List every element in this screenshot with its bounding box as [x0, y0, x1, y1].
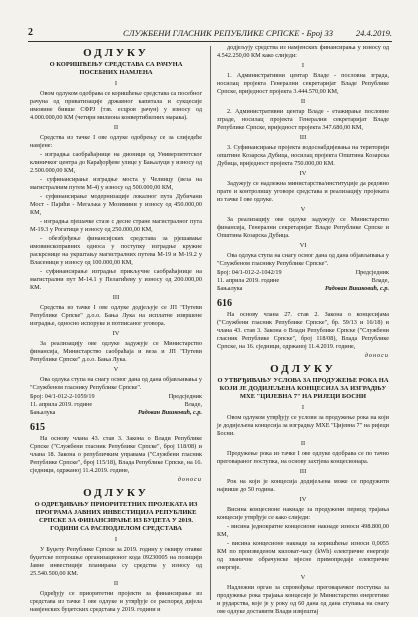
decision-title: ОДЛУКУ	[270, 363, 336, 375]
paragraph: додјељују средства из намјенских финансирања у износу од 4.542.250,00 КМ како слиједи:	[217, 44, 389, 59]
signature-city: Бањалука	[217, 285, 243, 292]
paragraph: Одређују се приоритетни пројекти за финансирање из средстава из тачке I ове одлуке и утврђује се распоред дијела намјенских буџетских средстава у 2019. години и	[30, 590, 202, 613]
signature-date: 11. априла 2019. године	[30, 401, 93, 408]
list-item: 1. Административни центар Владе - пословна зграда, носилац пројекта Генерални секретаријат Владе Републике Српске, вриједност пројекта 3.444.570,00 КМ,	[217, 72, 389, 95]
signature-city: Бањалука	[30, 409, 56, 416]
decision-subtitle: О ОДРЕЂИВАЊУ ПРИОРИТЕТНИХ ПРОЈЕКАТА ИЗ ПРОГРАМА ЈАВНИХ ИНВЕСТИЦИЈА РЕПУБЛИКЕ СРПСКЕ ЗА ФИНАНСИРАЊЕ ИЗ БУЏЕТА У 2019. ГОДИНИ СА РАСПОДЈЕЛОМ СРЕДСТАВА	[34, 501, 198, 532]
paragraph: Ова одлука ступа на снагу осмог дана од дана објављивања у "Службеном гласнику Републике Српске".	[30, 376, 202, 391]
signature-block	[217, 269, 389, 293]
signatory-name: Радован Вишковић, с.р.	[138, 409, 202, 416]
section-number: IV	[299, 496, 307, 503]
list-item: - изградња пјешачке стазе с десне стране магистралног пута М-19.3 у Рогатици у износу од 250.000,00 КМ,	[30, 218, 202, 233]
list-item: 2. Административни центар Владе - етажирање пословне зграде, носилац пројекта Генерални секретаријат Владе Републике Српске, вриједност пројекта 347.680,00 КМ,	[217, 108, 389, 131]
decision-title: ОДЛУКУ	[83, 47, 149, 59]
decision-title: ОДЛУКУ	[83, 487, 149, 499]
list-item: - висина концесионе накнаде за коришћење износи 0,0055 КМ по произведеном киловат-часу (kWh) електричне енергије од званичне обрачунске мјесне примопредаје електричне енергије.	[217, 540, 389, 571]
paragraph: Средства из тачке I ове одлуке додјељује се ЈП "Путеви Републике Српске" д.о.о. Бања Лука на исплатне извршене изградње, односно испоруке и потписаног уговора.	[30, 304, 202, 327]
paragraph: На основу члана 43. став 3. Закона о Влади Републике Српске ("Службени гласник Републике Српске", број 118/08) и члана 18. Закона о републичким управама ("Службени гласник Републике Српске", број 115/18), Влада Републике Српске, на 16. сједници, одржаној 11.4.2019. године,	[30, 435, 202, 474]
section-number: II	[113, 124, 119, 131]
paragraph: Овом одлуком утврђују се услови за продужење рока на који је додијељена концесија за изградњу МХЕ "Цијевна 7" на ријеци Босни.	[217, 414, 389, 437]
list-item: - суфинансирање модернизације локалног пута Дубичани Мост - Пајићи - Мегаљка у Мозимини у износу од 450.000,00 КМ,	[30, 193, 202, 216]
paragraph: Висина концесионе накнаде за продужени период трајања концесије утврђује се како слиједи:	[217, 506, 389, 521]
section-number: I	[301, 404, 305, 411]
section-number: I	[114, 536, 118, 543]
section-number: V	[113, 366, 119, 373]
header-rule	[28, 41, 392, 42]
section-number: III	[299, 134, 307, 141]
page-header	[28, 27, 392, 41]
signatory-role: Предсједник	[355, 269, 389, 276]
list-item: 3. Суфинансирање пројекта водоснабдијевања на територији општине Козарска Дубица, носилац пројекта Општина Козарска Дубица, вриједност пројекта 750.000,00 КМ.	[217, 144, 389, 167]
list-item: - суфинансирање изградње моста у Челинцу (веза на магистралним путем М-4) у износу од 500.000,00 КМ,	[30, 176, 202, 191]
paragraph: За реализацију ове одлуке задужују се Министарство финансија, Генерални секретаријат Владе Републике Српске и Општина Козарска Дубица.	[217, 216, 389, 239]
issue-date: 24.4.2019.	[355, 28, 392, 38]
paragraph: Рок на који је концесија додијељена може се продужити највише до 50 година.	[217, 478, 389, 493]
paragraph: У Буџету Републике Српске за 2019. годину у оквиру отавке буџетске потрошње организационог кода 09230005 на позицији Јавне инвестиције планирана су средства у износу од 25.540.500,00 КМ.	[30, 546, 202, 577]
section-number: V	[300, 206, 306, 213]
signatory-role-2: Владе,	[371, 277, 389, 284]
left-column	[30, 44, 202, 615]
reference-number: Број: 04/1-012-2-1042/19	[217, 269, 282, 276]
paragraph: За реализацију ове одлуке задужује се Министарство финансија, Министарство саобраћаја и веза и ЈП "Путеви Републике Српске" д.о.о. Бања Лука.	[30, 340, 202, 363]
reference-number: Број: 04/1-012-2-1059/19	[30, 393, 95, 400]
signatory-role: Предсједник	[168, 393, 202, 400]
decision-subtitle: О КОРИШЋЕЊУ СРЕДСТАВА СА РАЧУНА ПОСЕБНИХ НАМЈЕНА	[49, 61, 183, 76]
section-number: I	[301, 62, 305, 69]
section-number: II	[300, 98, 306, 105]
section-number: II	[300, 440, 306, 447]
paragraph: Ова одлука ступа на снагу осмог дана од дана објављивања у "Службеном гласнику Републике Српске".	[217, 252, 389, 267]
section-number: IV	[112, 330, 120, 337]
paragraph: Продужење рока из тачке I ове одлуке одобрава се по тачно преговараног поступка, на основу захтјева концесионара.	[217, 450, 389, 465]
enacts-label: доноси	[364, 352, 389, 359]
paragraph: На основу члана 27. став 2. Закона о концесијама ("Службени гласник Републике Српске", бр. 59/13 и 16/18) и члана 43. став 3. Закона о Влади Републике Српске ("Службени гласник Републике Српске", број 118/08), Влада Републике Српске, на 16. сједници, одржаној 11.4.2019. године,	[217, 311, 389, 350]
publication-title: СЛУЖБЕНИ ГЛАСНИК РЕПУБЛИКЕ СРПСКЕ - Број 33	[123, 28, 334, 38]
section-number: I	[114, 80, 118, 87]
paragraph: Средства из тачке I ове одлуке одобрењу се за слиједеће намјене:	[30, 134, 202, 149]
list-item: - висина једнократне концесионе накнаде износи 498.800,00 КМ,	[217, 523, 389, 538]
signature-block	[30, 393, 202, 417]
section-number: III	[112, 294, 120, 301]
list-item: - суфинансирање изградње прикључне саобраћајнице на магистрални пут М-14.1 у Пелагићеву у износу од 200.000,00 КМ.	[30, 268, 202, 291]
signatory-role-2: Владе,	[184, 401, 202, 408]
list-item: - обезбјеђење финансијских средстава за рјешавање имовинскоправних односа у поступку изградње кружне раскрснице на укрштању магистралних путева М-19 и М-19.2 у Власеници у износу од 100.000,00 КМ,	[30, 235, 202, 266]
signatory-name: Радован Вишковић, с.р.	[325, 285, 389, 292]
section-number: IV	[299, 170, 307, 177]
list-item: - изградња саобраћајнице на дионици од Универзитетског клиничког центра до Карађорђеве улице у Бањалуци у износу од 2.500.000,00 КМ,	[30, 151, 202, 174]
act-number: 615	[30, 422, 45, 433]
right-column	[217, 44, 389, 617]
section-number: II	[113, 580, 119, 587]
paragraph: Задужују се надлежна министарства/институције да редовно прате и контролишу уговоре средстава и реализацију пројеката из тачке I ове одлуке.	[217, 180, 389, 203]
section-number: III	[299, 468, 307, 475]
paragraph: Овом одлуком одобрава се коришћење средстава са посебног рачуна од приватизације државног капитала и сукцесије имовине бивше СФРЈ (тзв. есцров рачун) у износу од 4.000.000,00 КМ (четири милиона конвертибилних марака).	[30, 90, 202, 121]
enacts-label: доноси	[177, 476, 202, 483]
column-divider	[210, 46, 211, 600]
decision-subtitle: О УТВРЂИВАЊУ УСЛОВА ЗА ПРОДУЖЕЊЕ РОКА НА КОЈИ ЈЕ ДОДИЈЕЉЕНА КОНЦЕСИЈА ЗА ИЗГРАДЊУ МХЕ "ЦИЈЕВНА 7" НА РИЈЕЦИ БОСНИ	[217, 377, 389, 400]
section-number: V	[300, 574, 306, 581]
act-number: 616	[217, 298, 232, 309]
paragraph: Надлежни орган за спровођење преговарачког поступка за продужење рока трајања концесије је Министарство енергетике и рударства, које је у року од 60 дана од дана ступања на снагу ове одлуке доставити Влади извјештај	[217, 584, 389, 615]
section-number: VI	[299, 242, 307, 249]
page-number: 2	[28, 27, 33, 38]
signature-date: 11. априла 2019. године	[217, 277, 280, 284]
